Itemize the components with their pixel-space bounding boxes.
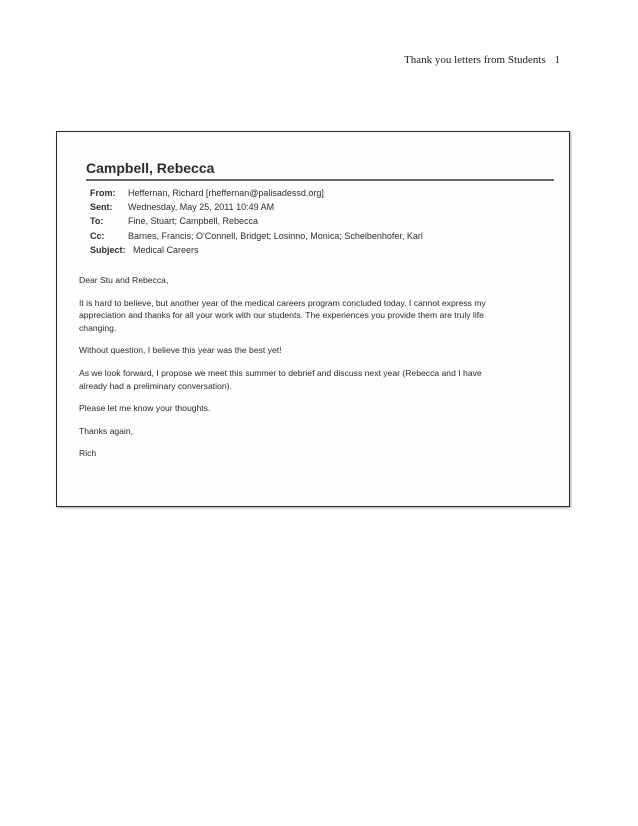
paragraph-3-line-1: As we look forward, I propose we meet this summer to debrief and discuss next year (Rebecca and I have [79,367,482,378]
paragraph-3 [79,367,561,392]
sent-value: Wednesday, May 25, 2011 10:49 AM [128,202,275,213]
running-header [404,54,560,66]
header-divider [86,179,554,181]
header-row-to [90,214,423,228]
cc-label: Cc: [90,230,105,241]
paragraph-3-line-2: already had a preliminary conversation). [79,380,232,391]
greeting: Dear Stu and Rebecca, [79,275,169,285]
email-sender-name: Campbell, Rebecca [86,160,215,176]
header-row-subject [90,243,423,257]
closing: Thanks again, [79,425,133,436]
from-label: From: [90,188,116,198]
email-header-block [90,186,423,257]
running-header-title: Thank you letters from Students [403,54,546,66]
paragraph-1-line-1: It is hard to believe, but another year of the medical careers program concluded today. I cannot express my [79,297,486,308]
page-number: 1 [554,54,560,66]
signature: Rich [79,448,97,459]
sent-label: Sent: [90,202,113,213]
to-label: To: [90,216,104,227]
header-row-cc [90,229,423,243]
subject-value: Medical Careers [133,244,199,255]
header-row-from [90,186,423,200]
subject-label: Subject: [90,244,126,255]
paragraph-1-line-2: appreciation and thanks for all your work with our students. The experiences you provide them are truly life [79,310,484,321]
cc-value: Barnes, Francis; O'Connell, Bridget; Losinno, Monica; Scheibenhofer, Karl [128,230,423,241]
paragraph-1 [79,297,561,335]
header-row-sent [90,200,423,214]
to-value: Fine, Stuart; Campbell, Rebecca [128,216,259,227]
paragraph-2: Without question, I believe this year was the best yet! [79,345,282,356]
from-value: Heffernan, Richard [rheffernan@palisadessd.org] [128,188,324,198]
email-body [79,274,561,469]
paragraph-1-line-3: changing. [79,322,117,333]
scanned-email-image [56,131,570,507]
paragraph-4: Please let me know your thoughts. [79,403,211,414]
